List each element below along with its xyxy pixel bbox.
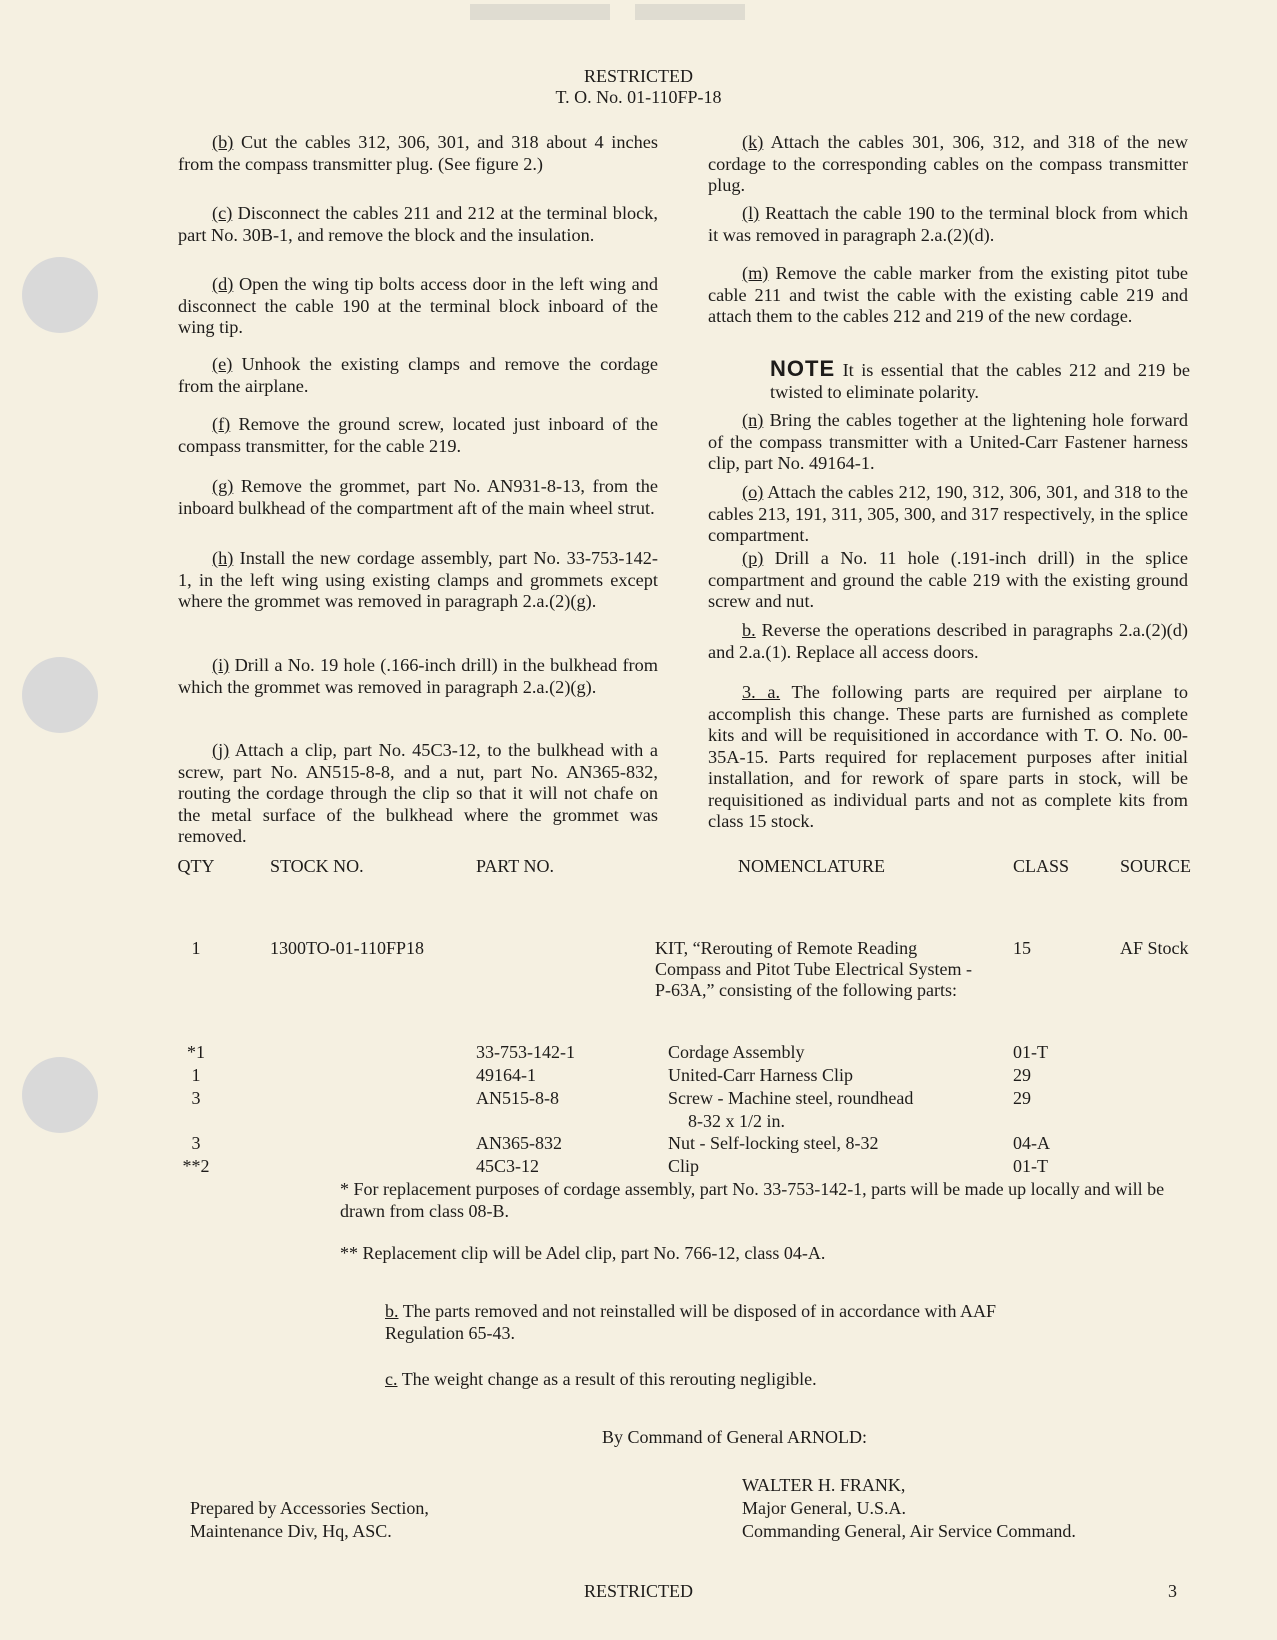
- command-line: By Command of General ARNOLD:: [602, 1427, 867, 1447]
- closing-b-label: b.: [385, 1301, 399, 1321]
- scan-stain: [470, 4, 610, 20]
- paragraph-text: Drill a No. 11 hole (.191-inch drill) in the splice compartment and ground the cable 219 with the existing ground screw and nut.: [708, 548, 1188, 611]
- row-nomenclature: Clip: [668, 1156, 700, 1176]
- paragraph-label: 3. a.: [742, 682, 781, 702]
- paragraph-label: (m): [742, 263, 769, 283]
- closing-c-text: The weight change as a result of this rerouting negligible.: [401, 1369, 817, 1389]
- kit-source: AF Stock: [1120, 938, 1189, 958]
- row-class: 29: [1013, 1088, 1031, 1108]
- row-class: 01-T: [1013, 1042, 1048, 1062]
- paragraph-label: (d): [212, 274, 234, 294]
- paragraph-label: b.: [742, 620, 756, 640]
- left-paragraph: [178, 414, 658, 457]
- paragraph-label: (k): [742, 132, 764, 152]
- paragraph-label: (e): [212, 354, 233, 374]
- row-part-no: AN515-8-8: [476, 1088, 559, 1108]
- paragraph-text: Remove the ground screw, located just inboard of the compass transmitter, for the cable 219.: [178, 414, 658, 456]
- column-header: SOURCE: [1120, 856, 1192, 876]
- row-qty: 3: [191, 1088, 201, 1108]
- column-header: QTY: [177, 856, 215, 876]
- column-header: CLASS: [1013, 856, 1070, 876]
- row-nomenclature: Nut - Self-locking steel, 8-32: [668, 1133, 879, 1153]
- right-paragraph: [708, 203, 1188, 246]
- closing-b: [385, 1300, 1045, 1344]
- left-paragraph: [178, 354, 658, 397]
- note-text: It is essential that the cables 212 and 219 be twisted to eliminate polarity.: [770, 360, 1190, 402]
- right-paragraph: [708, 132, 1188, 197]
- paragraph-text: Reverse the operations described in paragraphs 2.a.(2)(d) and 2.a.(1). Replace all access doors.: [708, 620, 1188, 662]
- row-class: 01-T: [1013, 1156, 1048, 1176]
- paragraph-label: (i): [212, 655, 230, 675]
- closing-b-text: The parts removed and not reinstalled will be disposed of in accordance with AAF Regulation 65-43.: [385, 1301, 997, 1343]
- header-to-number: T. O. No. 01-110FP-18: [555, 87, 722, 107]
- left-paragraph: [178, 274, 658, 339]
- paragraph-label: (g): [212, 476, 234, 496]
- paragraph-text: Open the wing tip bolts access door in the left wing and disconnect the cable 190 at the terminal block inboard of the wing tip.: [178, 274, 658, 337]
- left-paragraph: [178, 203, 658, 246]
- row-nomenclature: United-Carr Harness Clip: [668, 1065, 853, 1085]
- prepared-by-1: Prepared by Accessories Section,: [190, 1498, 429, 1518]
- signer-title: Commanding General, Air Service Command.: [742, 1521, 1076, 1541]
- note-label: NOTE: [770, 356, 836, 381]
- closing-c-label: c.: [385, 1369, 398, 1389]
- paragraph-text: Remove the grommet, part No. AN931-8-13, from the inboard bulkhead of the compartment aft of the main wheel strut.: [178, 476, 659, 518]
- right-paragraph: [708, 263, 1188, 328]
- row-qty: 1: [191, 1065, 201, 1085]
- paragraph-text: The following parts are required per airplane to accomplish this change. These parts are furnished as complete kits and will be requisitioned in accordance with T. O. No. 00-35A-15. Parts required for replacement purposes after initial installation, and for rework of spare parts in stock, will be requisitioned as individual parts and not as complete kits from class 15 stock.: [708, 682, 1188, 831]
- row-class: 04-A: [1013, 1133, 1050, 1153]
- paragraph-label: (b): [212, 132, 234, 152]
- right-paragraph: [708, 682, 1188, 833]
- row-part-no: 49164-1: [476, 1065, 536, 1085]
- paragraph-label: (n): [742, 410, 764, 430]
- punch-hole: [22, 1057, 98, 1133]
- column-header: PART NO.: [476, 856, 554, 876]
- signer-name: WALTER H. FRANK,: [742, 1475, 906, 1495]
- kit-qty: 1: [191, 938, 201, 958]
- row-qty: *1: [187, 1042, 205, 1062]
- right-paragraph: [708, 548, 1188, 613]
- paragraph-text: Remove the cable marker from the existing pitot tube cable 211 and twist the cable with the existing cable 219 and attach them to the cables 212 and 219 of the new cordage.: [708, 263, 1188, 326]
- row-qty: **2: [182, 1156, 210, 1176]
- footnote-1: * For replacement purposes of cordage assembly, part No. 33-753-142-1, parts will be made up locally and will be drawn from class 08-B.: [340, 1179, 1165, 1221]
- row-class: 29: [1013, 1065, 1031, 1085]
- paragraph-label: (j): [212, 740, 230, 760]
- paragraph-text: Attach a clip, part No. 45C3-12, to the bulkhead with a screw, part No. AN515-8-8, and a nut, part No. AN365-832, routing the cordage through the clip so that it will not chafe on the metal surface of the bulkhead where the grommet was removed.: [178, 740, 659, 846]
- page-number: 3: [1168, 1581, 1177, 1601]
- right-paragraph: [708, 410, 1188, 475]
- paragraph-text: Attach the cables 301, 306, 312, and 318 of the new cordage to the corresponding cables on the compass transmitter plug.: [708, 132, 1188, 195]
- left-paragraph: [178, 132, 658, 175]
- row-part-no: 45C3-12: [476, 1156, 539, 1176]
- paragraph-text: Unhook the existing clamps and remove the cordage from the airplane.: [178, 354, 658, 396]
- paragraph-text: Install the new cordage assembly, part No. 33-753-142-1, in the left wing using existing clamps and grommets except where the grommet was removed in paragraph 2.a.(2)(g).: [178, 548, 658, 611]
- left-paragraph: [178, 655, 658, 698]
- prepared-by-2: Maintenance Div, Hq, ASC.: [190, 1521, 392, 1541]
- footer-classification: RESTRICTED: [583, 1581, 693, 1601]
- signer-rank: Major General, U.S.A.: [742, 1498, 906, 1518]
- column-header: STOCK NO.: [270, 856, 364, 876]
- closing-c: [385, 1368, 817, 1390]
- row-part-no: 33-753-142-1: [476, 1042, 575, 1062]
- paragraph-text: Cut the cables 312, 306, 301, and 318 about 4 inches from the compass transmitter plug. (See figure 2.): [178, 132, 658, 174]
- right-paragraph: [708, 620, 1188, 663]
- paragraph-text: Reattach the cable 190 to the terminal block from which it was removed in paragraph 2.a.(2)(d).: [708, 203, 1188, 245]
- row-part-no: AN365-832: [476, 1133, 562, 1153]
- row-nomenclature: Cordage Assembly: [668, 1042, 805, 1062]
- left-paragraph: [178, 548, 658, 613]
- kit-stock-no: 1300TO-01-110FP18: [270, 938, 425, 958]
- kit-nomenclature: KIT, “Rerouting of Remote Reading Compass and Pitot Tube Electrical System - P-63A,” consisting of the following parts:: [655, 938, 972, 1000]
- paragraph-label: (p): [742, 548, 764, 568]
- paragraph-label: (c): [212, 203, 233, 223]
- paragraph-label: (o): [742, 482, 764, 502]
- row-nomenclature: Screw - Machine steel, roundhead: [668, 1088, 914, 1108]
- right-paragraph: [708, 482, 1188, 547]
- punch-hole: [22, 657, 98, 733]
- left-paragraph: [178, 740, 658, 848]
- paragraph-text: Attach the cables 212, 190, 312, 306, 301, and 318 to the cables 213, 191, 311, 305, 300, and 317 respectively, in the splice compartment.: [708, 482, 1188, 545]
- paragraph-text: Bring the cables together at the lightening hole forward of the compass transmitter with a United-Carr Fastener harness clip, part No. 49164-1.: [708, 410, 1189, 473]
- column-header: NOMENCLATURE: [738, 856, 885, 876]
- paragraph-label: (f): [212, 414, 231, 434]
- scan-stain: [635, 4, 745, 20]
- footnote-2: ** Replacement clip will be Adel clip, part No. 766-12, class 04-A.: [340, 1243, 826, 1263]
- punch-hole: [22, 257, 98, 333]
- kit-class: 15: [1013, 938, 1031, 958]
- paragraph-text: Drill a No. 19 hole (.166-inch drill) in the bulkhead from which the grommet was removed in paragraph 2.a.(2)(g).: [178, 655, 659, 697]
- left-paragraph: [178, 476, 658, 519]
- paragraph-text: Disconnect the cables 211 and 212 at the terminal block, part No. 30B-1, and remove the block and the insulation.: [178, 203, 658, 245]
- note-block: [770, 358, 1190, 403]
- row-nomenclature-cont: 8-32 x 1/2 in.: [688, 1111, 785, 1131]
- header-classification: RESTRICTED: [583, 66, 693, 86]
- paragraph-label: (l): [742, 203, 760, 223]
- paragraph-label: (h): [212, 548, 234, 568]
- row-qty: 3: [191, 1133, 201, 1153]
